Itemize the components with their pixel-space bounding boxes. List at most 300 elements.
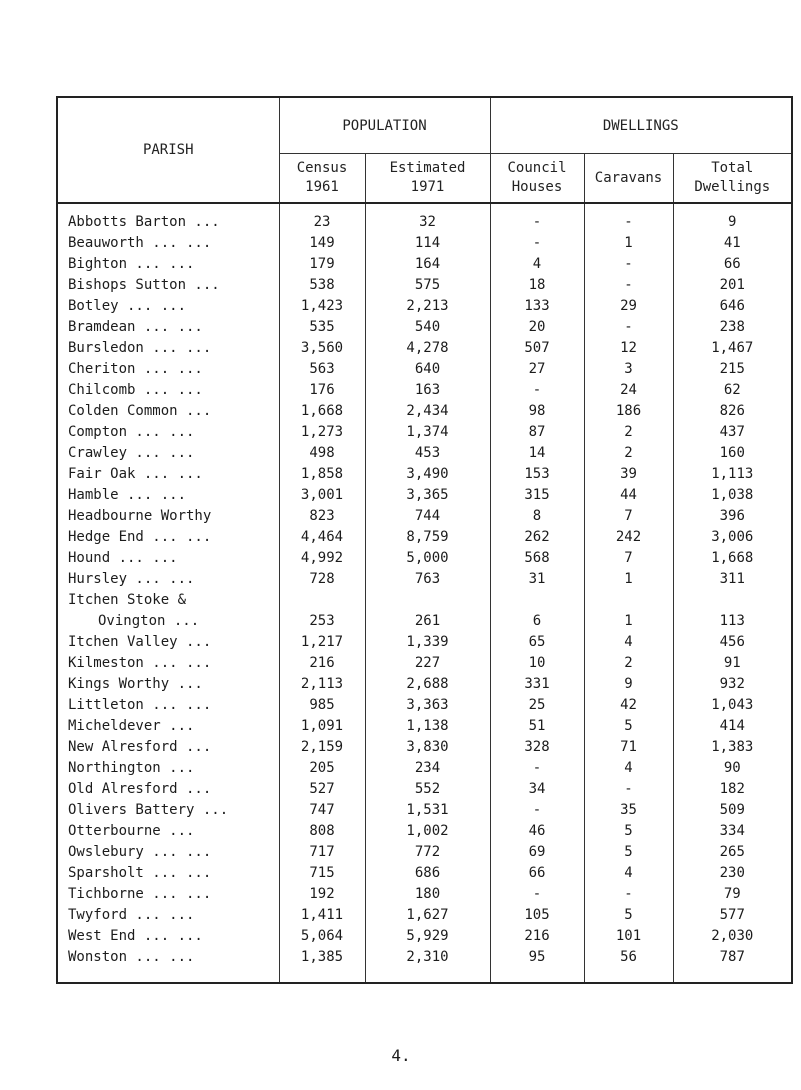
census-1961-cell: 1,217: [279, 632, 365, 653]
parish-name-cell: [57, 653, 279, 674]
parish-name-cell: [57, 926, 279, 947]
estimated-header-line1: Estimated: [389, 160, 466, 176]
estimated-1971-cell: 3,830: [365, 737, 490, 758]
table-row: [57, 590, 792, 632]
table-row: [57, 800, 792, 821]
table-row: [57, 380, 792, 401]
parish-name-cell: [57, 905, 279, 926]
council-houses-cell: 34: [490, 779, 584, 800]
parish-name-cell: [57, 779, 279, 800]
census-1961-cell: 1,668: [279, 401, 365, 422]
census-1961-cell: 4,464: [279, 527, 365, 548]
council-houses-cell: 6: [490, 590, 584, 632]
parish-name-cell: [57, 422, 279, 443]
caravans-cell: 242: [584, 527, 673, 548]
council-houses-cell: 65: [490, 632, 584, 653]
council-houses-cell: 507: [490, 338, 584, 359]
census-1961-cell: 747: [279, 800, 365, 821]
total-dwellings-cell: 1,113: [711, 466, 754, 482]
parish-name: Bighton ... ...: [68, 256, 195, 272]
table-row: [57, 653, 792, 674]
census-1961-header: [279, 154, 365, 204]
table-row: [57, 884, 792, 905]
total-dwellings-cell: 91: [723, 655, 741, 671]
council-houses-cell: 98: [490, 401, 584, 422]
estimated-1971-cell: 2,688: [365, 674, 490, 695]
parish-name-cell: [57, 695, 279, 716]
parish-name-cell: [57, 821, 279, 842]
estimated-1971-cell: 1,002: [365, 821, 490, 842]
council-houses-cell: -: [490, 380, 584, 401]
parish-name-cell: [57, 254, 279, 275]
council-houses-cell: 153: [490, 464, 584, 485]
estimated-1971-cell: 3,365: [365, 485, 490, 506]
census-1961-cell: 253: [279, 590, 365, 632]
parish-name-cell: [57, 884, 279, 905]
total-dwellings-cell: 230: [719, 865, 745, 881]
caravans-cell: 4: [584, 632, 673, 653]
parish-name-cell: [57, 317, 279, 338]
total-dwellings-cell: 182: [719, 781, 745, 797]
total-dwellings-cell: 787: [719, 949, 745, 965]
caravans-cell: 44: [584, 485, 673, 506]
parish-name: Beauworth ... ...: [68, 235, 212, 251]
total-dwellings-cell: 2,030: [711, 928, 754, 944]
table-row: [57, 821, 792, 842]
estimated-1971-cell: 234: [365, 758, 490, 779]
parish-name: Kings Worthy ...: [68, 676, 203, 692]
total-dwellings-cell: 396: [719, 508, 745, 524]
census-1961-cell: 728: [279, 569, 365, 590]
estimated-1971-cell: 3,490: [365, 464, 490, 485]
caravans-cell: 71: [584, 737, 673, 758]
table-row: [57, 548, 792, 569]
council-houses-cell: -: [490, 203, 584, 233]
estimated-1971-cell: 261: [365, 590, 490, 632]
page-number: 4.: [391, 1046, 411, 1065]
caravans-cell: 5: [584, 716, 673, 737]
caravans-cell: 39: [584, 464, 673, 485]
parish-name: Northington ...: [68, 760, 195, 776]
council-houses-header: [490, 154, 584, 204]
table-row: [57, 401, 792, 422]
council-houses-cell: 66: [490, 863, 584, 884]
parish-name: Hound ... ...: [68, 550, 178, 566]
parish-name-cell: [57, 800, 279, 821]
parish-name-cell: [57, 842, 279, 863]
table-row: [57, 296, 792, 317]
parish-name: Itchen Stoke &: [68, 592, 187, 608]
census-1961-cell: 985: [279, 695, 365, 716]
parish-name: Kilmeston ... ...: [68, 655, 212, 671]
total-dwellings-cell: 3,006: [711, 529, 754, 545]
parish-name: Crawley ... ...: [68, 445, 195, 461]
census-1961-cell: 192: [279, 884, 365, 905]
table-row: [57, 317, 792, 338]
council-houses-cell: 27: [490, 359, 584, 380]
estimated-1971-cell: 540: [365, 317, 490, 338]
parish-name-cell: [57, 338, 279, 359]
total-dwellings-cell: 113: [719, 613, 745, 629]
parish-name-cell: [57, 716, 279, 737]
council-houses-cell: 87: [490, 422, 584, 443]
table-row: [57, 674, 792, 695]
parish-name-cell: [57, 401, 279, 422]
estimated-1971-cell: 8,759: [365, 527, 490, 548]
estimated-1971-cell: 640: [365, 359, 490, 380]
council-houses-cell: 51: [490, 716, 584, 737]
census-1961-cell: 179: [279, 254, 365, 275]
estimated-1971-cell: 5,000: [365, 548, 490, 569]
census-1961-cell: 1,273: [279, 422, 365, 443]
caravans-cell: 7: [584, 548, 673, 569]
census-1961-cell: 176: [279, 380, 365, 401]
caravans-cell: 7: [584, 506, 673, 527]
parish-name: Chilcomb ... ...: [68, 382, 203, 398]
council-houses-cell: -: [490, 758, 584, 779]
council-houses-cell: 18: [490, 275, 584, 296]
total-dwellings-cell: 334: [719, 823, 745, 839]
table-row: [57, 737, 792, 758]
parish-name-cell: [57, 233, 279, 254]
census-1961-cell: 1,858: [279, 464, 365, 485]
table-row: [57, 716, 792, 737]
census-1961-cell: 149: [279, 233, 365, 254]
total-dwellings-header: [673, 154, 792, 204]
parish-name-cell: [57, 632, 279, 653]
census-1961-cell: 715: [279, 863, 365, 884]
estimated-1971-cell: 2,213: [365, 296, 490, 317]
total-dwellings-cell: 66: [723, 256, 741, 272]
estimated-1971-cell: 1,138: [365, 716, 490, 737]
parish-name-cell: [57, 947, 279, 983]
estimated-1971-cell: 772: [365, 842, 490, 863]
parish-name: Wonston ... ...: [68, 949, 195, 965]
parish-name: New Alresford ...: [68, 739, 212, 755]
total-dwellings-cell: 311: [719, 571, 745, 587]
caravans-cell: 9: [584, 674, 673, 695]
caravans-cell: 35: [584, 800, 673, 821]
total-dwellings-cell: 265: [719, 844, 745, 860]
census-1961-cell: 5,064: [279, 926, 365, 947]
estimated-1971-cell: 1,374: [365, 422, 490, 443]
council-houses-cell: 262: [490, 527, 584, 548]
council-houses-cell: 4: [490, 254, 584, 275]
estimated-1971-cell: 453: [365, 443, 490, 464]
caravans-cell: 5: [584, 905, 673, 926]
total-dwellings-cell: 826: [719, 403, 745, 419]
parish-name: Otterbourne ...: [68, 823, 195, 839]
council-header-line1: Council: [507, 160, 567, 176]
table-row: [57, 359, 792, 380]
table-row: [57, 779, 792, 800]
parish-name-cell: [57, 485, 279, 506]
council-houses-cell: 10: [490, 653, 584, 674]
council-houses-cell: -: [490, 233, 584, 254]
caravans-cell: 186: [584, 401, 673, 422]
council-houses-cell: 216: [490, 926, 584, 947]
caravans-cell: 12: [584, 338, 673, 359]
total-dwellings-cell: 9: [728, 214, 737, 230]
estimated-1971-cell: 180: [365, 884, 490, 905]
population-group-header: POPULATION: [279, 97, 490, 154]
parish-name: Hedge End ... ...: [68, 529, 212, 545]
table-row: [57, 947, 792, 983]
census-1961-cell: 1,411: [279, 905, 365, 926]
table-row: [57, 863, 792, 884]
table-body: [57, 203, 792, 983]
parish-name: Old Alresford ...: [68, 781, 212, 797]
parish-name-cell: [57, 863, 279, 884]
caravans-cell: 4: [584, 863, 673, 884]
estimated-1971-cell: 1,627: [365, 905, 490, 926]
census-1961-cell: 823: [279, 506, 365, 527]
caravans-cell: 2: [584, 443, 673, 464]
parish-name-cell: [57, 296, 279, 317]
caravans-cell: 56: [584, 947, 673, 983]
table-row: [57, 758, 792, 779]
estimated-1971-cell: 4,278: [365, 338, 490, 359]
total-dwellings-cell: 238: [719, 319, 745, 335]
council-houses-cell: 69: [490, 842, 584, 863]
table-row: [57, 926, 792, 947]
parish-name-cell: [57, 737, 279, 758]
caravans-cell: 2: [584, 422, 673, 443]
caravans-cell: 1: [584, 233, 673, 254]
census-1961-cell: 3,560: [279, 338, 365, 359]
estimated-1971-header: [365, 154, 490, 204]
parish-name: Fair Oak ... ...: [68, 466, 203, 482]
total-header-line1: Total: [711, 160, 754, 176]
council-houses-cell: 46: [490, 821, 584, 842]
parish-name: Bishops Sutton ...: [68, 277, 220, 293]
council-houses-cell: 328: [490, 737, 584, 758]
table-row: [57, 203, 792, 233]
estimated-1971-cell: 2,310: [365, 947, 490, 983]
dwellings-group-header: DWELLINGS: [490, 97, 792, 154]
parish-name-cell: [57, 443, 279, 464]
parish-name: Bramdean ... ...: [68, 319, 203, 335]
caravans-cell: -: [584, 884, 673, 905]
total-dwellings-cell: 932: [719, 676, 745, 692]
council-houses-cell: 315: [490, 485, 584, 506]
total-dwellings-cell: 509: [719, 802, 745, 818]
census-header-line2: 1961: [305, 179, 339, 195]
caravans-cell: 4: [584, 758, 673, 779]
parish-name: Botley ... ...: [68, 298, 187, 314]
caravans-cell: -: [584, 203, 673, 233]
council-houses-cell: 14: [490, 443, 584, 464]
parish-name-cell: [57, 569, 279, 590]
parish-name-cell: [57, 758, 279, 779]
total-dwellings-cell: 646: [719, 298, 745, 314]
estimated-1971-cell: 32: [365, 203, 490, 233]
total-dwellings-cell: 160: [719, 445, 745, 461]
census-header-line1: Census: [296, 160, 348, 176]
caravans-cell: 1: [584, 590, 673, 632]
parish-name: Twyford ... ...: [68, 907, 195, 923]
total-dwellings-cell: 1,668: [711, 550, 754, 566]
estimated-1971-cell: 163: [365, 380, 490, 401]
parish-name-cell: [57, 275, 279, 296]
census-1961-cell: 535: [279, 317, 365, 338]
parish-name: Owslebury ... ...: [68, 844, 212, 860]
total-dwellings-cell: 41: [723, 235, 741, 251]
caravans-cell: 2: [584, 653, 673, 674]
table-row: [57, 233, 792, 254]
caravans-header: Caravans: [584, 154, 673, 204]
census-1961-cell: 538: [279, 275, 365, 296]
parish-name: Micheldever ...: [68, 718, 195, 734]
census-1961-cell: 1,091: [279, 716, 365, 737]
parish-name-cell: [57, 359, 279, 380]
parish-name-continuation: Ovington ...: [98, 613, 200, 629]
council-houses-cell: 95: [490, 947, 584, 983]
parish-name: Hamble ... ...: [68, 487, 187, 503]
caravans-cell: -: [584, 317, 673, 338]
parish-name-cell: [57, 203, 279, 233]
census-1961-cell: 527: [279, 779, 365, 800]
estimated-1971-cell: 227: [365, 653, 490, 674]
table-row: [57, 254, 792, 275]
total-dwellings-cell: 79: [723, 886, 741, 902]
table-row: [57, 275, 792, 296]
total-dwellings-cell: 215: [719, 361, 745, 377]
estimated-header-line2: 1971: [410, 179, 445, 195]
caravans-cell: 42: [584, 695, 673, 716]
council-header-line2: Houses: [511, 179, 563, 195]
parish-column-header: PARISH: [57, 97, 279, 203]
census-1961-cell: 4,992: [279, 548, 365, 569]
parish-name: Compton ... ...: [68, 424, 195, 440]
estimated-1971-cell: 3,363: [365, 695, 490, 716]
parish-name-cell: [57, 590, 279, 632]
council-houses-cell: 568: [490, 548, 584, 569]
total-dwellings-cell: 1,383: [711, 739, 754, 755]
table-row: [57, 443, 792, 464]
parish-name: Colden Common ...: [68, 403, 212, 419]
table-row: [57, 464, 792, 485]
census-1961-cell: 205: [279, 758, 365, 779]
total-dwellings-cell: 201: [719, 277, 745, 293]
caravans-cell: -: [584, 275, 673, 296]
caravans-cell: 3: [584, 359, 673, 380]
estimated-1971-cell: 575: [365, 275, 490, 296]
table-row: [57, 842, 792, 863]
council-houses-cell: 20: [490, 317, 584, 338]
estimated-1971-cell: 164: [365, 254, 490, 275]
estimated-1971-cell: 1,531: [365, 800, 490, 821]
estimated-1971-cell: 744: [365, 506, 490, 527]
council-houses-cell: -: [490, 884, 584, 905]
parish-population-dwellings-table: [56, 96, 793, 984]
total-dwellings-cell: 62: [723, 382, 741, 398]
caravans-cell: 1: [584, 569, 673, 590]
caravans-cell: -: [584, 779, 673, 800]
census-1961-cell: 2,159: [279, 737, 365, 758]
parish-name: Sparsholt ... ...: [68, 865, 212, 881]
census-1961-cell: 1,423: [279, 296, 365, 317]
total-dwellings-cell: 1,467: [711, 340, 754, 356]
caravans-cell: 5: [584, 842, 673, 863]
table-row: [57, 632, 792, 653]
estimated-1971-cell: 5,929: [365, 926, 490, 947]
estimated-1971-cell: 552: [365, 779, 490, 800]
council-houses-cell: 105: [490, 905, 584, 926]
census-1961-cell: 3,001: [279, 485, 365, 506]
table-row: [57, 569, 792, 590]
estimated-1971-cell: 763: [365, 569, 490, 590]
census-1961-cell: 2,113: [279, 674, 365, 695]
caravans-cell: -: [584, 254, 673, 275]
parish-name-cell: [57, 506, 279, 527]
table-row: [57, 338, 792, 359]
parish-name-cell: [57, 674, 279, 695]
estimated-1971-cell: 114: [365, 233, 490, 254]
parish-name: Hursley ... ...: [68, 571, 195, 587]
estimated-1971-cell: 2,434: [365, 401, 490, 422]
caravans-cell: 101: [584, 926, 673, 947]
parish-name: West End ... ...: [68, 928, 203, 944]
total-dwellings-cell: 90: [723, 760, 741, 776]
total-dwellings-cell: 1,043: [711, 697, 754, 713]
table-row: [57, 422, 792, 443]
census-1961-cell: 1,385: [279, 947, 365, 983]
council-houses-cell: 331: [490, 674, 584, 695]
census-1961-cell: 498: [279, 443, 365, 464]
caravans-cell: 5: [584, 821, 673, 842]
total-dwellings-cell: 437: [719, 424, 745, 440]
total-dwellings-cell: 456: [719, 634, 745, 650]
total-dwellings-cell: 1,038: [711, 487, 754, 503]
parish-name: Littleton ... ...: [68, 697, 212, 713]
caravans-cell: 29: [584, 296, 673, 317]
parish-name: Abbotts Barton ...: [68, 214, 220, 230]
parish-name-cell: [57, 380, 279, 401]
table-row: [57, 485, 792, 506]
parish-name: Itchen Valley ...: [68, 634, 212, 650]
council-houses-cell: 25: [490, 695, 584, 716]
census-1961-cell: 216: [279, 653, 365, 674]
caravans-cell: 24: [584, 380, 673, 401]
parish-name-cell: [57, 464, 279, 485]
table-row: [57, 905, 792, 926]
parish-name: Cheriton ... ...: [68, 361, 203, 377]
total-header-line2: Dwellings: [694, 179, 771, 195]
council-houses-cell: 31: [490, 569, 584, 590]
census-1961-cell: 808: [279, 821, 365, 842]
council-houses-cell: -: [490, 800, 584, 821]
table-header: [57, 97, 792, 203]
parish-name: Olivers Battery ...: [68, 802, 229, 818]
council-houses-cell: 133: [490, 296, 584, 317]
total-dwellings-cell: 577: [719, 907, 745, 923]
census-1961-cell: 563: [279, 359, 365, 380]
estimated-1971-cell: 686: [365, 863, 490, 884]
census-1961-cell: 23: [279, 203, 365, 233]
parish-name-cell: [57, 527, 279, 548]
table-row: [57, 695, 792, 716]
total-dwellings-cell: 414: [719, 718, 745, 734]
parish-name: Bursledon ... ...: [68, 340, 212, 356]
parish-name-cell: [57, 548, 279, 569]
table-row: [57, 527, 792, 548]
council-houses-cell: 8: [490, 506, 584, 527]
census-1961-cell: 717: [279, 842, 365, 863]
parish-name: Tichborne ... ...: [68, 886, 212, 902]
estimated-1971-cell: 1,339: [365, 632, 490, 653]
table-row: [57, 506, 792, 527]
